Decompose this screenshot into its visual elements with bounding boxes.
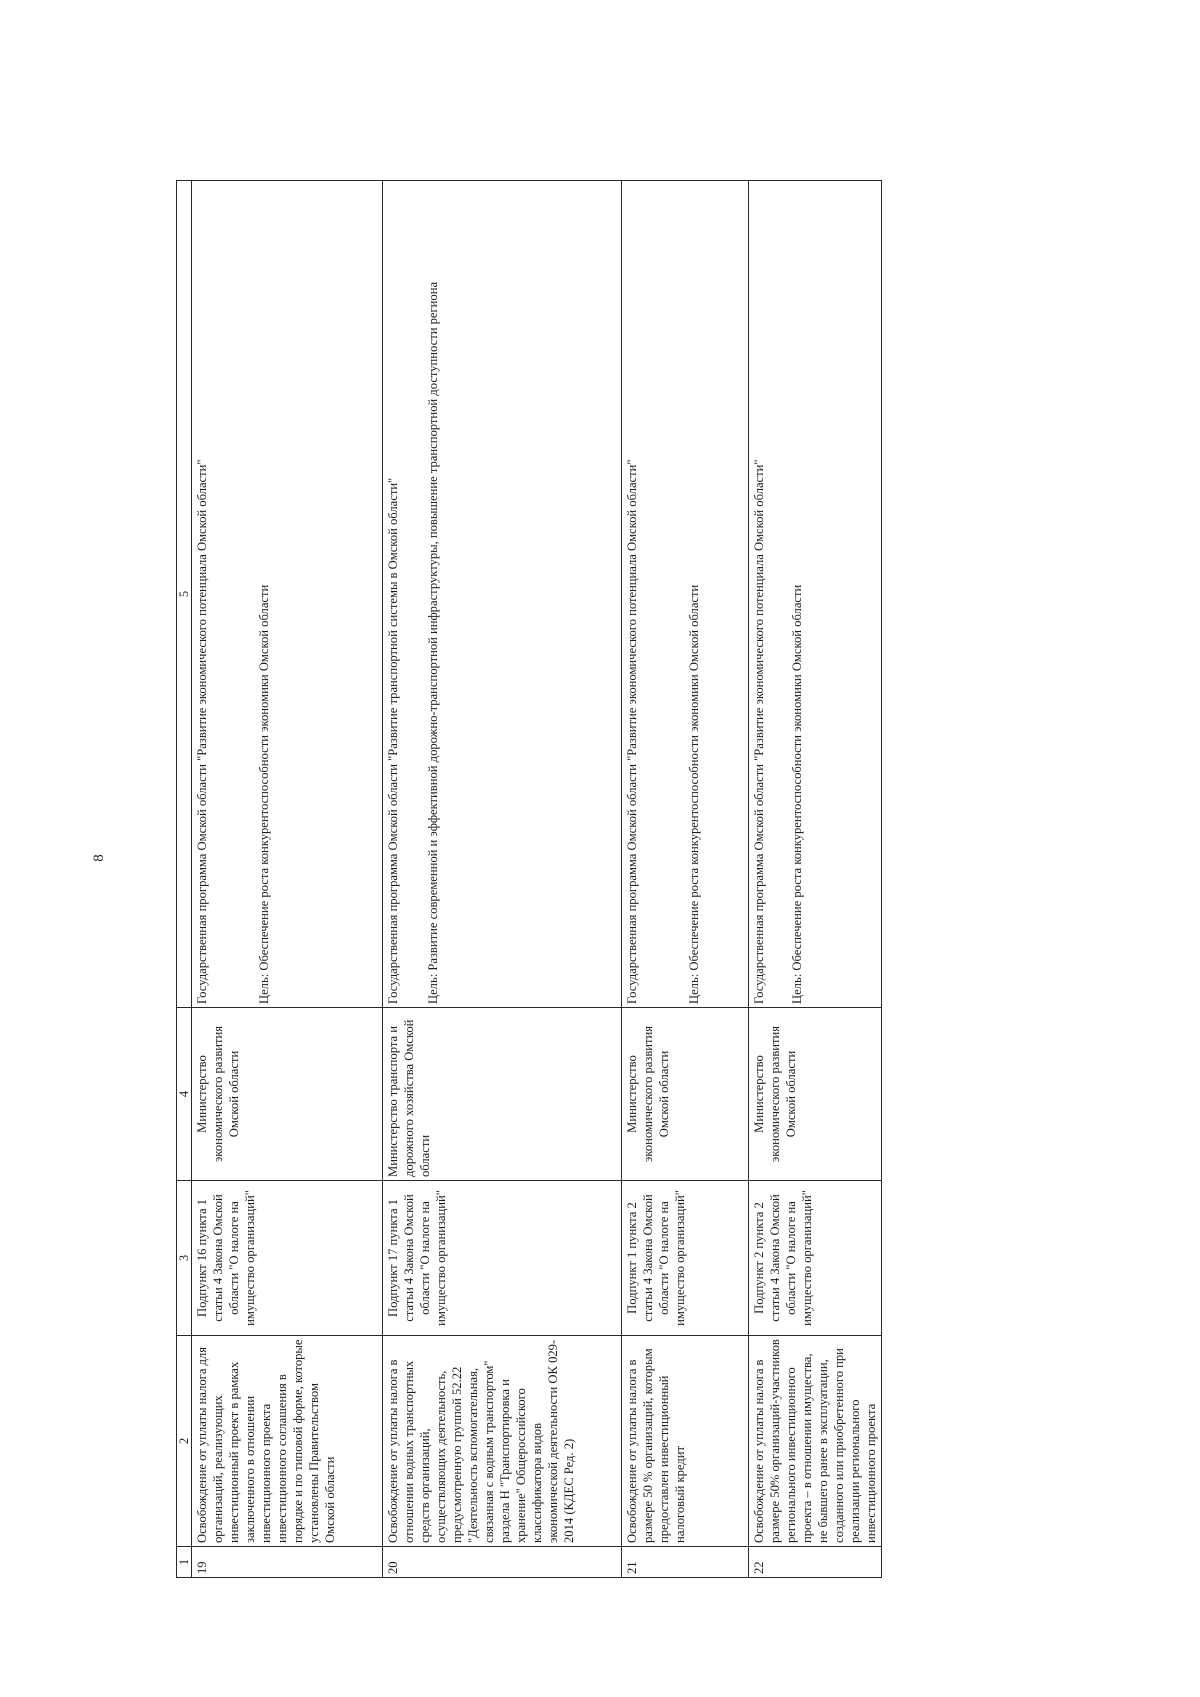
table-row [749,181,882,1578]
program-goal: Цель: Развитие современной и эффективной дорожно-транспортной инфраструктуры, повышение транспортной доступности региона [426,281,440,1004]
row-number: 20 [383,1547,622,1578]
benefit-description: Освобождение от уплаты налога в размере 50 % организаций, которым предоставлен инвестиционный налоговый кредит [622,1336,749,1547]
tax-benefits-table [176,180,882,1578]
program-name: Государственная программа Омской области "Развитие транспортной системы в Омской области" [386,477,400,1004]
program-cell [749,181,882,1008]
legal-basis: Подпункт 17 пункта 1 статьи 4 Закона Омской области "О налоге на имущество организаций" [383,1181,622,1336]
header-col-1: 1 [177,1547,192,1578]
row-number: 22 [749,1547,882,1578]
header-col-3: 3 [177,1181,192,1336]
benefit-description: Освобождение от уплаты налога в размере 50% организаций-участников регионального инвестиционного проекта – в отношении имущества, не бывшего ранее в эксплуатации, созданного или приобретенного при реализации регионального инвестиционного проекта [749,1336,882,1547]
legal-basis: Подпункт 16 пункта 1 статьи 4 Закона Омской области "О налоге на имущество организаций" [192,1181,383,1336]
row-number: 19 [192,1547,383,1578]
header-col-5: 5 [177,181,192,1008]
program-cell [192,181,383,1008]
program-name: Государственная программа Омской области "Развитие экономического потенциала Омской области" [625,459,639,1004]
curator: Министерство экономического развития Омской области [749,1008,882,1181]
rotated-table-container [176,180,878,1578]
curator: Министерство экономического развития Омской области [192,1008,383,1181]
table-row [383,181,622,1578]
program-name: Государственная программа Омской области "Развитие экономического потенциала Омской области" [195,459,209,1004]
program-goal: Цель: Обеспечение роста конкурентоспособности экономики Омской области [790,584,804,1004]
program-cell [622,181,749,1008]
row-number: 21 [622,1547,749,1578]
table-header-row [177,181,192,1578]
header-col-2: 2 [177,1336,192,1547]
program-goal: Цель: Обеспечение роста конкурентоспособности экономики Омской области [687,584,701,1004]
program-name: Государственная программа Омской области "Развитие экономического потенциала Омской области" [752,459,766,1004]
benefit-description: Освобождение от уплаты налога для организаций, реализующих инвестиционный проект в рамках заключенного в отношении инвестиционного проекта инвестиционного соглашения в порядке и по типовой форме, которые установлены Правительством Омской области [192,1336,383,1547]
program-goal: Цель: Обеспечение роста конкурентоспособности экономики Омской области [257,584,271,1004]
curator: Министерство транспорта и дорожного хозяйства Омской области [383,1008,622,1181]
table-row [192,181,383,1578]
table-row [622,181,749,1578]
curator: Министерство экономического развития Омской области [622,1008,749,1181]
legal-basis: Подпункт 1 пункта 2 статьи 4 Закона Омской области "О налоге на имущество организаций" [622,1181,749,1336]
program-cell [383,181,622,1008]
legal-basis: Подпункт 2 пункта 2 статьи 4 Закона Омской области "О налоге на имущество организаций" [749,1181,882,1336]
page-number: 8 [91,854,107,862]
header-col-4: 4 [177,1008,192,1181]
benefit-description: Освобождение от уплаты налога в отношении водных транспортных средств организаций, осуществляющих деятельность, предусмотренную группой 52.22 "Деятельность вспомогательная, связанная с водным транспортом" раздела H "Транспортировка и хранение" Общероссийского классификатора видов экономической деятельности ОК 029-2014 (КДЕС Ред. 2) [383,1336,622,1547]
